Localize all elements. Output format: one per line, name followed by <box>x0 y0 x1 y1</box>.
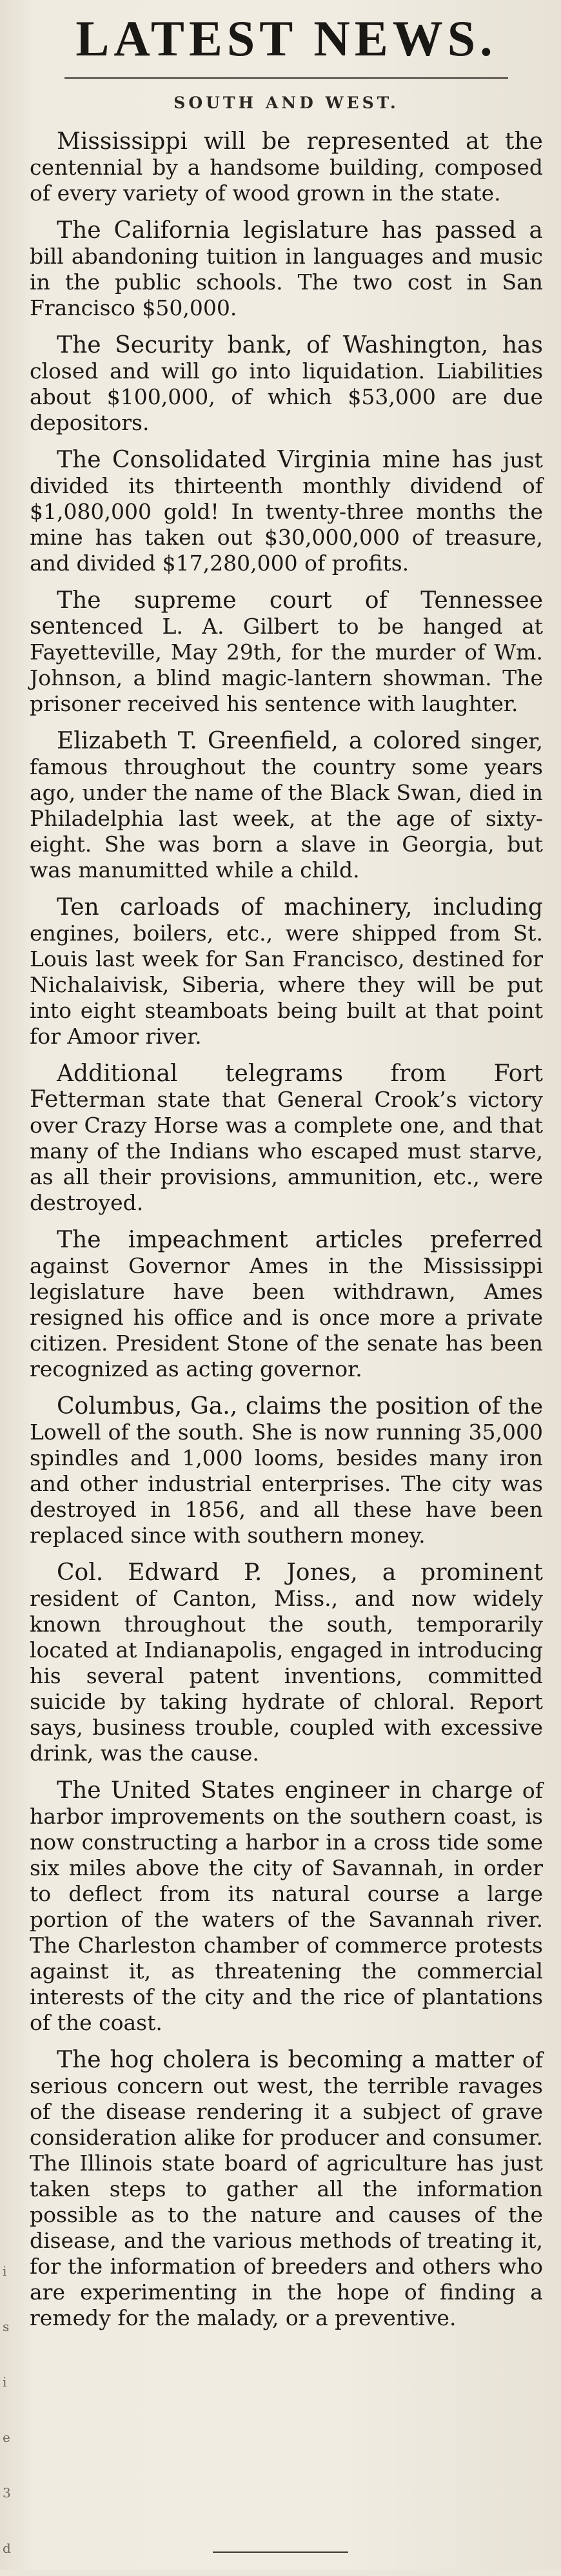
item-body: just divided its thirteenth monthly dividend of $1,080,000 gold! In twenty-three months the mine has taken out $30,000,000 of treasure, and divided $17,280,000 of profits. <box>30 447 543 576</box>
edge-fragment: s <box>3 2319 10 2334</box>
news-item-machinery <box>30 895 543 1049</box>
item-body: terman state that General Crook’s victory over Crazy Horse was a complete one, and that many of the Indians who escaped must starve, as all their provisions, ammunition, etc., were destroyed. <box>30 1087 543 1215</box>
news-item-security-bank <box>30 333 543 436</box>
item-body: closed and will go into liquidation. Liabilities about $100,000, of which $53,000 are due depositors. <box>30 358 543 435</box>
item-lead: Columbus, Ga., claims the position of <box>57 1393 501 1420</box>
news-item-savannah-harbor <box>30 1778 543 2036</box>
adjacent-column-edge-fragments <box>3 2243 12 2576</box>
news-item-california-legislature <box>30 218 543 321</box>
item-body: of serious concern out west, the terrible ravages of the disease rendering it a subject of grave consideration alike for producer and consumer. The Illinois state board of agriculture has just taken steps to gather all the information possible as to the nature and causes of the disease, and the various methods of treating it, for the information of breeders and others who are experimenting in the hope of finding a remedy for the malady, or a preventive. <box>30 2047 543 2330</box>
item-body: resident of Canton, Miss., and now widely known throughout the south, temporarily located at Indianapolis, engaged in introducing his several patent inventions, committed suicide by taking hydrate of chloral. Report says, business trouble, coupled with excessive drink, was the cause. <box>30 1586 543 1766</box>
item-body: bill abandoning tuition in languages and music in the public schools. The two cost in San Francisco $50,000. <box>30 244 543 320</box>
item-lead: Elizabeth T. Greenfield, a colored <box>57 728 461 754</box>
masthead-title: LATEST NEWS. <box>75 10 497 66</box>
item-body: tenced L. A. Gilbert to be hanged at Fayetteville, May 29th, for the murder of Wm. Johnson, a blind magic-lantern showman. The prisoner received his sentence with laughter. <box>30 614 543 716</box>
item-lead: The California legislature has passed a <box>57 217 543 244</box>
item-body: of harbor improvements on the southern coast, is now constructing a harbor in a cross tide some six miles above the city of Savannah, in order to deflect from its natural course a large portion of the waters of the Savannah river. The Charleston chamber of commerce protests against it, as threatening the commercial interests of the city and the rice of plantations of the coast. <box>30 1778 543 2035</box>
item-body: singer, famous throughout the country some years ago, under the name of the Black Swan, died in Philadelphia last week, at the age of sixty-eight. She was born a slave in Georgia, but was manumitted while a child. <box>30 728 543 883</box>
item-body: against Governor Ames in the Mississippi legislature have been withdrawn, Ames resigned his office and is once more a private citizen. President Stone of the senate has been recognized as acting governor. <box>30 1253 543 1381</box>
news-item-tennessee-court <box>30 588 543 717</box>
item-lead: The Security bank, of Washington, has <box>57 332 543 358</box>
edge-fragment: i <box>3 2374 7 2390</box>
news-item-mississippi-centennial <box>30 129 543 206</box>
item-lead: The hog cholera is becoming a matter <box>57 2047 514 2073</box>
news-item-edward-jones <box>30 1560 543 1766</box>
item-lead: Col. Edward P. Jones, a prominent <box>57 1559 543 1586</box>
item-lead: Mississippi will be represented at the <box>57 128 543 155</box>
news-item-consolidated-virginia <box>30 447 543 576</box>
item-lead: The impeachment articles preferred <box>57 1227 543 1253</box>
item-lead: Additional telegrams from Fort Fet <box>30 1060 543 1113</box>
item-lead: Ten carloads of machinery, including <box>57 894 543 921</box>
edge-fragment: e <box>3 2430 10 2445</box>
edge-fragment: d <box>3 2541 11 2556</box>
news-item-greenfield <box>30 728 543 883</box>
news-item-hog-cholera <box>30 2047 543 2331</box>
item-body: centennial by a handsome building, composed of every variety of wood grown in the state. <box>30 155 543 206</box>
item-lead: The supreme court of Tennessee sen <box>30 587 543 639</box>
item-lead: The Consolidated Virginia mine has <box>57 447 493 473</box>
masthead-rule <box>64 77 508 79</box>
closing-rule <box>213 2552 348 2553</box>
edge-fragment: 3 <box>3 2485 11 2501</box>
item-body: the Lowell of the south. She is now running 35,000 spindles and 1,000 looms, besides many iron and other industrial enterprises. The city was destroyed in 1856, and all these have been replaced since with southern money. <box>30 1394 543 1548</box>
news-item-columbus <box>30 1394 543 1548</box>
news-column <box>30 0 543 2343</box>
news-item-impeachment <box>30 1227 543 1382</box>
section-heading: SOUTH AND WEST. <box>173 93 399 112</box>
item-body: engines, boilers, etc., were shipped from St. Louis last week for San Francisco, destined for Nichalaivisk, Siberia, where they will be put into eight steamboats being built at that point for Amoor river. <box>30 921 543 1049</box>
edge-fragment: i <box>3 2263 7 2279</box>
news-item-fort-fetterman <box>30 1061 543 1216</box>
item-lead: The United States engineer in charge <box>57 1777 513 1804</box>
